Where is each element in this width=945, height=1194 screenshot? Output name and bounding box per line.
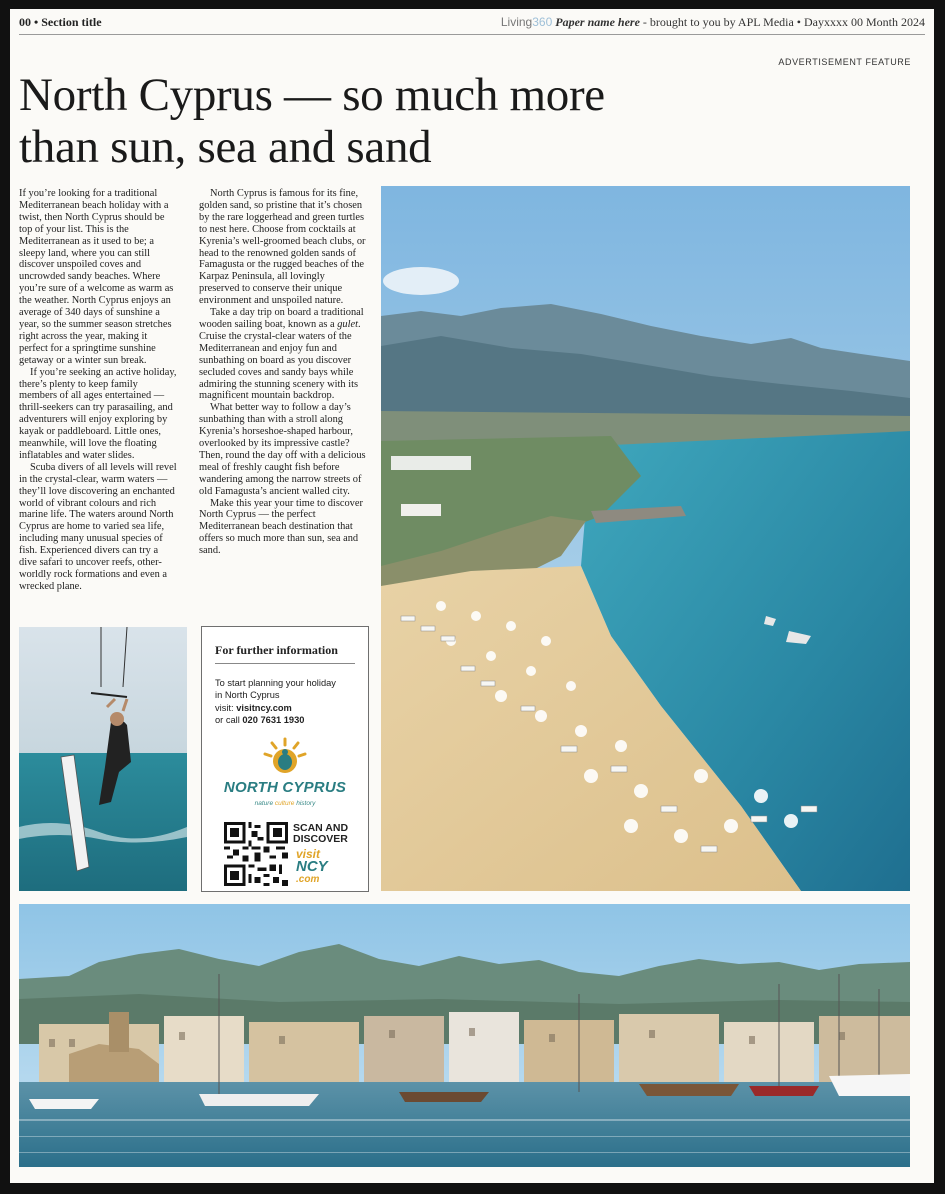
headline xyxy=(19,69,679,173)
article-paragraph: If you’re seeking an active holiday, there’s plenty to keep family members of all ages entertained — thrill-seekers can try parasailing, and adventurers will enjoy exploring by kayak or paddleboard. Little ones, meanwhile, will love the floating inflatables and water slides. xyxy=(19,366,177,461)
scan-line-1: SCAN AND xyxy=(293,822,349,834)
scan-and-discover-text xyxy=(293,823,348,845)
masthead xyxy=(501,15,925,30)
paragraph-text: . Cruise the crystal-clear waters of the Mediterranean and enjoy fun and sunbathing on board as you discover secluded coves and sandy bays while admiring the stunning scenery with its magnificent mountain backdrop. xyxy=(199,318,361,402)
phone-number[interactable]: 020 7631 1930 xyxy=(242,714,305,725)
beach-aerial-photo xyxy=(381,186,910,891)
headline-line-1: North Cyprus — so much more xyxy=(19,69,605,121)
qr-code-icon[interactable] xyxy=(224,822,288,886)
visit-ncy-logo xyxy=(296,849,328,885)
visit-logo-line-1: visit xyxy=(296,847,321,861)
info-box-title: For further information xyxy=(215,643,338,657)
visit-logo-line-3: .com xyxy=(296,874,320,885)
italic-term-gulet: gulet xyxy=(337,318,359,330)
article-paragraph: Make this year your time to discover North Cyprus — the perfect Mediterranean beach destination that offers so much more than sun, sea and sand. xyxy=(199,497,363,557)
article-column-1 xyxy=(19,188,177,593)
info-box-divider xyxy=(215,663,355,664)
tagline-culture: culture xyxy=(274,800,295,807)
article-paragraph: North Cyprus is famous for its fine, golden sand, so pristine that it’s chosen by the rare loggerhead and green turtles to nest here. Choose from cocktails at Kyrenia’s well-groomed beach clubs, or head to the renowned golden sands of Famagusta or the rugged beaches of the Karpaz Peninsula, all lovingly preserved to conserve their unique environment and unspoiled nature. xyxy=(199,188,366,307)
advertisement-label: ADVERTISEMENT FEATURE xyxy=(778,57,911,67)
headline-line-2: than sun, sea and sand xyxy=(19,121,432,173)
info-line: To start planning your holiday xyxy=(215,678,336,688)
section-label: 00 • Section title xyxy=(19,15,102,29)
visit-prefix: visit: xyxy=(215,702,237,713)
sun-turtle-logo-icon xyxy=(262,737,308,777)
north-cyprus-logo-text: NORTH CYPRUS xyxy=(223,779,347,796)
article-paragraph: If you’re looking for a traditional Mediterranean beach holiday with a twist, then North Cyprus should be top of your list. This is the Mediterranean as it used to be; a sleepy land, where you can still discover unspoiled coves and uncrowded sandy beaches. Where you’re sure of a welcome as warm as the weather. North Cyprus enjoys an average of 340 days of sunshine a year, so the summer season stretches right across the year, making it perfect for a springtime sunshine getaway or a winter sun break. xyxy=(19,188,174,366)
brand-number: 360 xyxy=(532,15,553,29)
article-column-2 xyxy=(199,188,366,557)
further-information-box xyxy=(201,626,369,892)
paper-name: Paper name here xyxy=(555,15,640,29)
kitesurfer-photo xyxy=(19,627,187,891)
byline: - brought to you by APL Media • Dayxxxx 00 Month 2024 xyxy=(642,15,925,29)
tagline-history: history xyxy=(296,800,316,807)
newspaper-page xyxy=(10,9,934,1183)
call-prefix: or call xyxy=(215,714,243,725)
visit-logo-line-2: NCY xyxy=(296,858,328,875)
brand-name: Living xyxy=(500,15,533,29)
info-visit-line xyxy=(215,702,336,714)
info-box-text xyxy=(215,677,336,726)
article-paragraph: Scuba divers of all levels will revel in the crystal-clear, warm waters — they’ll love discovering an enchanted world of vibrant colours and rich marine life. The waters around North Cyprus are home to varied sea life, including many unusual species of fish. Experienced divers can try a dive safari to uncover reefs, other-worldly rock formations and even a wrecked plane. xyxy=(19,461,177,592)
tagline-nature: nature xyxy=(254,800,274,807)
logo-tagline xyxy=(202,800,368,807)
paragraph-text: Take a day trip on board a traditional wooden sailing boat, known as a xyxy=(199,307,364,330)
article-paragraph xyxy=(199,307,366,402)
info-line: in North Cyprus xyxy=(215,690,280,701)
article-paragraph: What better way to follow a day’s sunbathing than with a stroll along Kyrenia’s horseshoe-shaped harbour, overlooked by its impressive castle? Then, round the day off with a delicious meal of freshly caught fish before wandering among the narrow streets of old Famagusta’s ancient walled city. xyxy=(199,402,366,497)
page-header xyxy=(19,12,925,35)
kyrenia-harbour-photo xyxy=(19,904,910,1167)
info-call-line xyxy=(215,714,336,726)
website-link[interactable]: visitncy.com xyxy=(236,702,292,713)
scan-line-2: DISCOVER xyxy=(293,833,348,845)
